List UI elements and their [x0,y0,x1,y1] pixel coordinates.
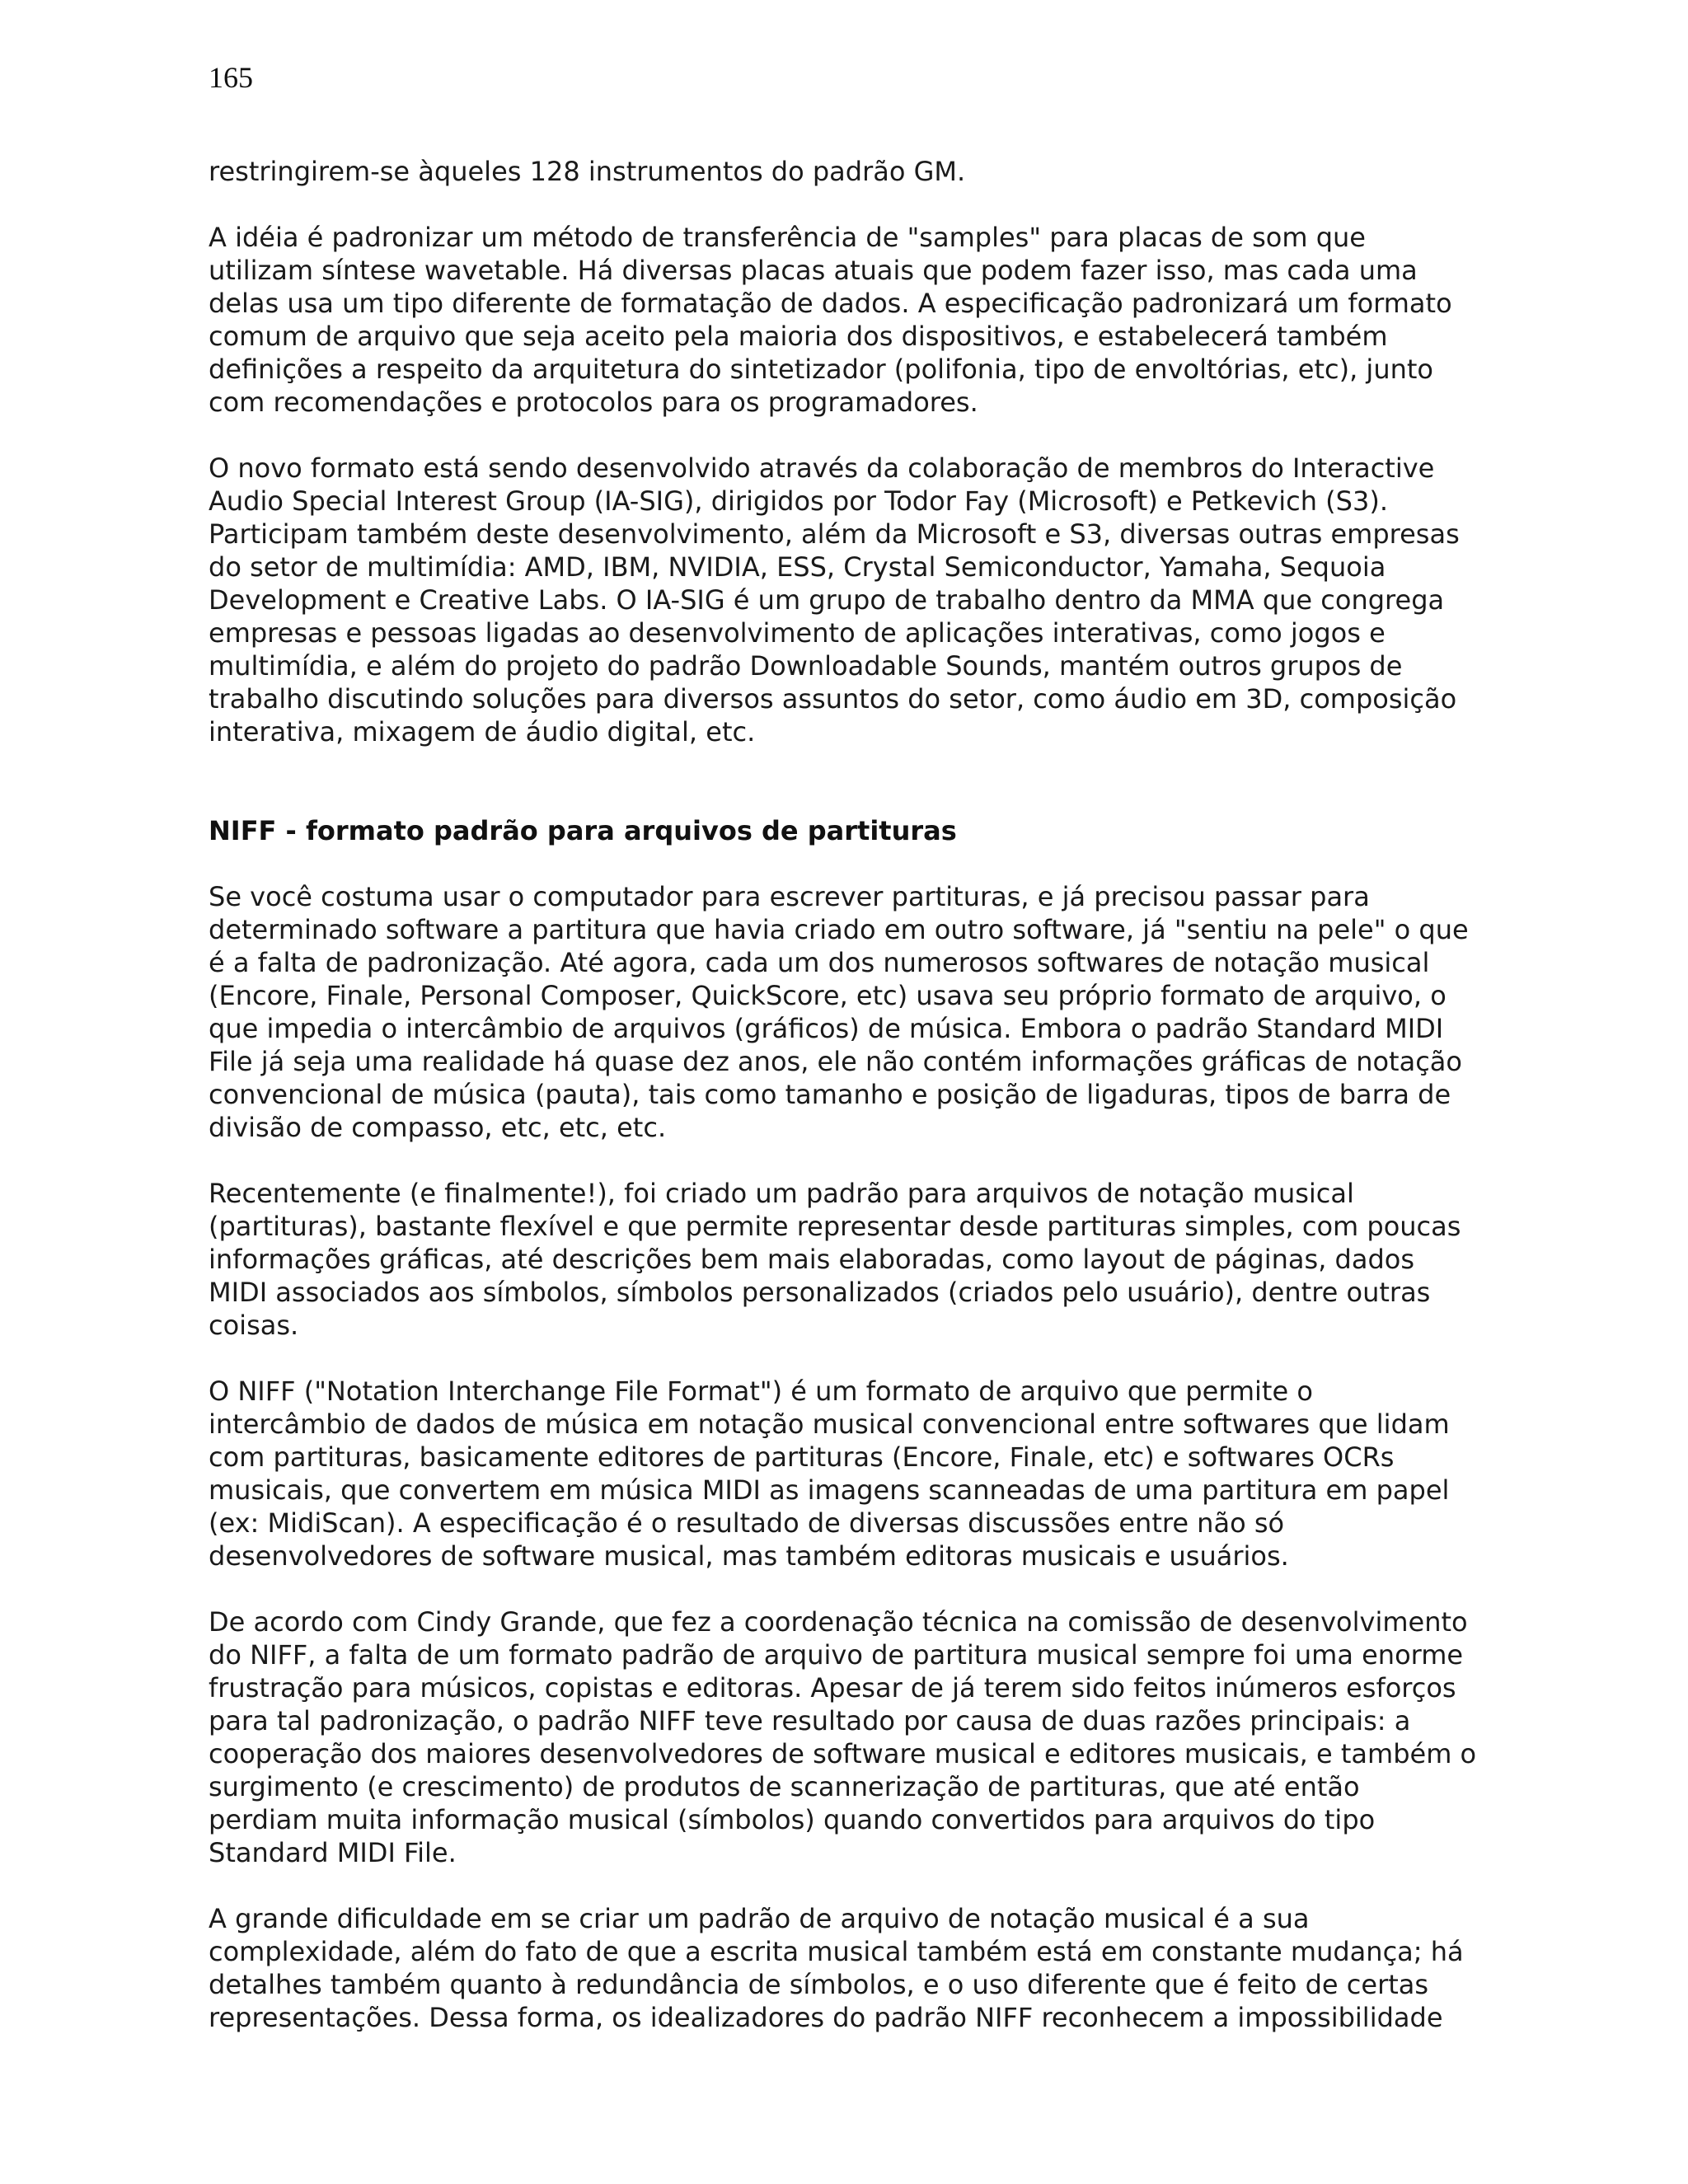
text-line: com partituras, basicamente editores de partituras (Encore, Finale, etc) e softwares OCRs [209,1441,1395,1473]
document-body [209,155,1544,2067]
text-line: complexidade, além do fato de que a escrita musical também está em constante mudança; há [209,1936,1464,1967]
text-line: Audio Special Interest Group (IA-SIG), dirigidos por Todor Fay (Microsoft) e Petkevich (S3). [209,485,1388,517]
text-line: (Encore, Finale, Personal Composer, QuickScore, etc) usava seu próprio formato de arquivo, o [209,980,1447,1011]
paragraph [209,221,1544,419]
text-line: O NIFF ("Notation Interchange File Format") é um formato de arquivo que permite o [209,1376,1313,1407]
text-line: coisas. [209,1310,299,1341]
text-line: desenvolvedores de software musical, mas também editoras musicais e usuários. [209,1540,1289,1572]
text-line: perdiam muita informação musical (símbolos) quando convertidos para arquivos do tipo [209,1804,1376,1835]
text-line: divisão de compasso, etc, etc, etc. [209,1112,667,1143]
niff-section [209,880,1544,2034]
text-line: para tal padronização, o padrão NIFF teve resultado por causa de duas razões principais: a [209,1705,1411,1736]
paragraph [209,452,1544,748]
text-line: do setor de multimídia: AMD, IBM, NVIDIA, ESS, Crystal Semiconductor, Yamaha, Sequoia [209,551,1386,583]
text-line: restringirem-se àqueles 128 instrumentos do padrão GM. [209,156,966,187]
paragraph [209,1902,1544,2034]
text-line: detalhes também quanto à redundância de símbolos, e o uso diferente que é feito de certas [209,1969,1429,2000]
text-line: definições a respeito da arquitetura do sintetizador (polifonia, tipo de envoltórias, etc), junto [209,354,1433,385]
paragraph [209,1375,1544,1572]
text-line: convencional de música (pauta), tais como tamanho e posição de ligaduras, tipos de barra de [209,1079,1451,1110]
text-line: comum de arquivo que seja aceito pela maioria dos dispositivos, e estabelecerá também [209,321,1388,352]
text-line: que impedia o intercâmbio de arquivos (gráficos) de música. Embora o padrão Standard MIDI [209,1013,1444,1044]
text-line: O novo formato está sendo desenvolvido através da colaboração de membros do Interactive [209,452,1435,484]
text-line: trabalho discutindo soluções para diversos assuntos do setor, como áudio em 3D, composição [209,683,1457,715]
text-line: determinado software a partitura que havia criado em outro software, já "sentiu na pele" o que [209,914,1469,945]
text-line: File já seja uma realidade há quase dez anos, ele não contém informações gráficas de notação [209,1046,1462,1077]
text-line: informações gráficas, até descrições bem mais elaboradas, como layout de páginas, dados [209,1244,1415,1275]
paragraph [209,880,1544,1144]
section-title: NIFF - formato padrão para arquivos de partituras [209,815,957,846]
text-line: representações. Dessa forma, os idealizadores do padrão NIFF reconhecem a impossibilidade [209,2002,1443,2033]
text-line: surgimento (e crescimento) de produtos de scannerização de partituras, que até então [209,1771,1360,1802]
text-line: Se você costuma usar o computador para escrever partituras, e já precisou passar para [209,881,1370,912]
text-line: Development e Creative Labs. O IA-SIG é um grupo de trabalho dentro da MMA que congrega [209,584,1445,616]
text-line: MIDI associados aos símbolos, símbolos personalizados (criados pelo usuário), dentre outras [209,1277,1431,1308]
paragraph [209,1605,1544,1869]
text-line: com recomendações e protocolos para os programadores. [209,387,978,418]
text-line: frustração para músicos, copistas e editoras. Apesar de já terem sido feitos inúmeros esforços [209,1672,1456,1704]
text-line: é a falta de padronização. Até agora, cada um dos numerosos softwares de notação musical [209,947,1430,978]
text-line: utilizam síntese wavetable. Há diversas placas atuais que podem fazer isso, mas cada uma [209,255,1418,286]
text-line: multimídia, e além do projeto do padrão Downloadable Sounds, mantém outros grupos de [209,650,1403,682]
page-number: 165 [209,61,253,94]
text-line: delas usa um tipo diferente de formatação de dados. A especificação padronizará um formato [209,288,1452,319]
text-line: A grande dificuldade em se criar um padrão de arquivo de notação musical é a sua [209,1903,1310,1934]
text-line: De acordo com Cindy Grande, que fez a coordenação técnica na comissão de desenvolvimento [209,1606,1468,1638]
text-line: Recentemente (e finalmente!), foi criado um padrão para arquivos de notação musical [209,1178,1354,1209]
text-line: Participam também deste desenvolvimento, além da Microsoft e S3, diversas outras empresas [209,518,1460,550]
text-line: empresas e pessoas ligadas ao desenvolvimento de aplicações interativas, como jogos e [209,617,1386,649]
intro-section [209,155,1544,748]
paragraph [209,1177,1544,1342]
text-line: (partituras), bastante flexível e que permite representar desde partituras simples, com poucas [209,1211,1461,1242]
text-line: cooperação dos maiores desenvolvedores de software musical e editores musicais, e também o [209,1738,1477,1769]
text-line: (ex: MidiScan). A especificação é o resultado de diversas discussões entre não só [209,1507,1285,1539]
text-line: do NIFF, a falta de um formato padrão de arquivo de partitura musical sempre foi uma enorme [209,1639,1464,1671]
text-line: musicais, que convertem em música MIDI as imagens scanneadas de uma partitura em papel [209,1474,1450,1506]
text-line: A idéia é padronizar um método de transferência de "samples" para placas de som que [209,222,1366,253]
text-line: intercâmbio de dados de música em notação musical convencional entre softwares que lidam [209,1408,1450,1440]
paragraph [209,155,1544,188]
text-line: interativa, mixagem de áudio digital, etc. [209,716,756,748]
text-line: Standard MIDI File. [209,1837,457,1868]
